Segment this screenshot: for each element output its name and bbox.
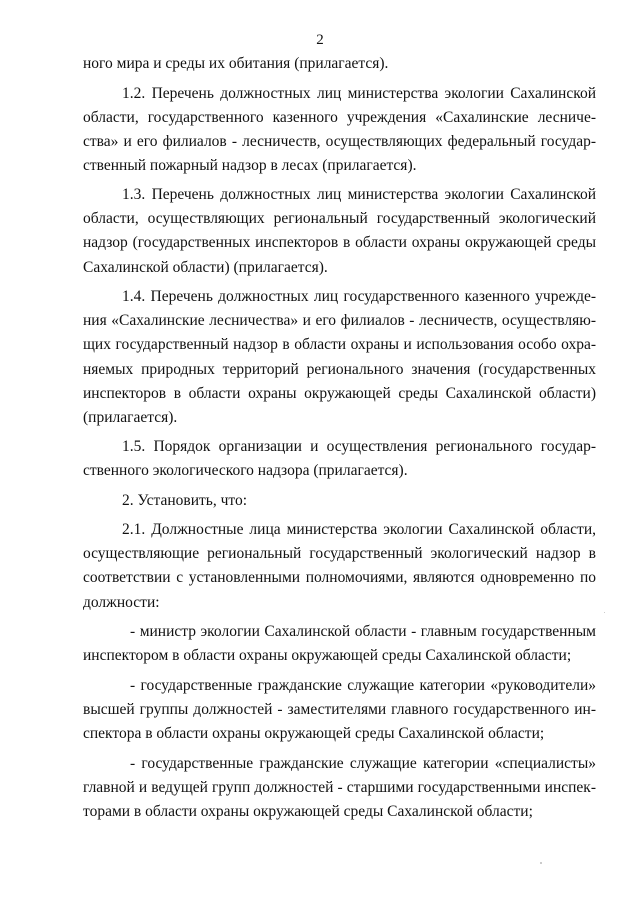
page-number: 2 bbox=[316, 32, 324, 48]
text-line: Сахалинской области) (прилагается). bbox=[83, 259, 328, 276]
text-line: главной и ведущей групп должностей - старшими государственными инспек- bbox=[83, 779, 596, 796]
text-line: 2.1. Должностные лица министерства экологии Сахалинской области, bbox=[122, 521, 596, 538]
text-line: ства» и его филиалов - лесничеств, осуществляющих федеральный государ- bbox=[83, 133, 596, 150]
text-line: 1.4. Перечень должностных лиц государственного казенного учрежде- bbox=[122, 288, 596, 305]
text-line: высшей группы должностей - заместителями главного государственного ин- bbox=[83, 701, 596, 718]
scan-speck bbox=[604, 612, 605, 613]
text-line: ственного экологического надзора (прилагается). bbox=[83, 462, 408, 479]
text-line: ственный пожарный надзор в лесах (прилагается). bbox=[83, 157, 417, 174]
text-line: 1.2. Перечень должностных лиц министерства экологии Сахалинской bbox=[122, 85, 596, 102]
text-line: соответствии с установленными полномочиями, являются одновременно по bbox=[83, 569, 596, 586]
text-line: - государственные гражданские служащие категории «руководители» bbox=[130, 677, 596, 694]
text-line: торами в области охраны окружающей среды Сахалинской области; bbox=[83, 803, 533, 820]
text-line: ния «Сахалинские лесничества» и его филиалов - лесничеств, осуществляю- bbox=[83, 312, 596, 329]
text-line: няемых природных территорий регионального значения (государственных bbox=[83, 361, 596, 378]
text-line: - министр экологии Сахалинской области - главным государственным bbox=[130, 623, 596, 640]
text-line: 2. Установить, что: bbox=[122, 492, 248, 509]
text-line: 1.3. Перечень должностных лиц министерства экологии Сахалинской bbox=[122, 186, 596, 203]
text-line: области, осуществляющих региональный государственный экологический bbox=[83, 210, 596, 227]
text-line: (прилагается). bbox=[83, 409, 178, 426]
text-line: спектора в области охраны окружающей среды Сахалинской области; bbox=[83, 725, 545, 742]
text-line: осуществляющие региональный государственный экологический надзор в bbox=[83, 545, 596, 562]
text-line: надзор (государственных инспекторов в области охраны окружающей среды bbox=[83, 234, 596, 251]
text-line: - государственные гражданские служащие категории «специалисты» bbox=[130, 755, 596, 772]
text-line: инспекторов в области охраны окружающей среды Сахалинской области) bbox=[83, 385, 596, 402]
text-line: области, государственного казенного учреждения «Сахалинские лесниче- bbox=[83, 109, 596, 126]
text-line: инспектором в области охраны окружающей среды Сахалинской области; bbox=[83, 647, 572, 664]
scan-speck bbox=[540, 862, 542, 864]
text-line: должности: bbox=[83, 594, 160, 611]
text-line: ного мира и среды их обитания (прилагается). bbox=[83, 55, 389, 72]
text-line: щих государственный надзор в области охраны и использования особо охра- bbox=[83, 336, 596, 353]
text-line: 1.5. Порядок организации и осуществления регионального государ- bbox=[122, 438, 596, 455]
